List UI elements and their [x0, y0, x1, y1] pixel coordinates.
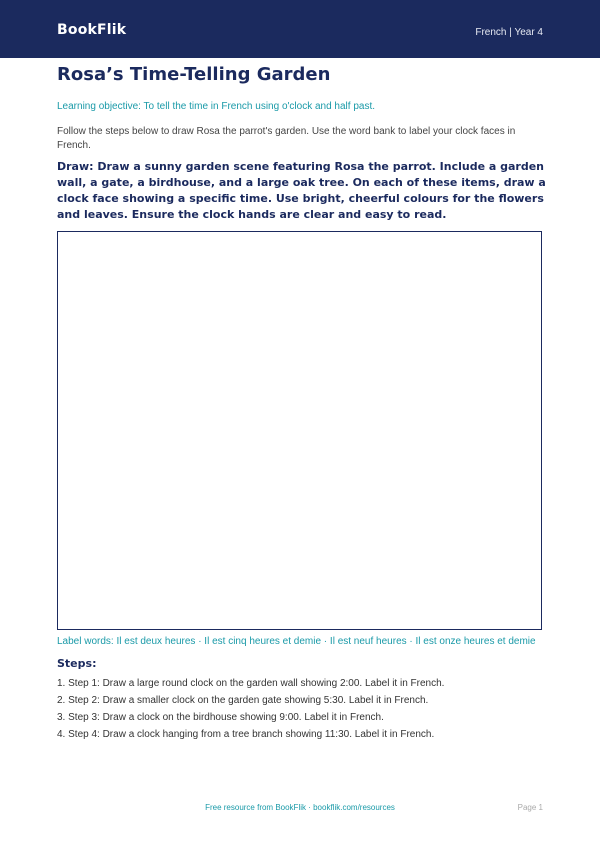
footer-link[interactable]: Free resource from BookFlik · bookflik.com/resources — [205, 803, 395, 812]
brand-logo-text: BookFlik — [57, 22, 127, 38]
worksheet-title: Rosa’s Time-Telling Garden — [57, 64, 331, 85]
learning-objective: Learning objective: To tell the time in French using o'clock and half past. — [57, 101, 376, 112]
subject-year-label: French | Year 4 — [475, 27, 543, 38]
step-item: 4. Step 4: Draw a clock hanging from a tree branch showing 11:30. Label it in French. — [57, 729, 435, 740]
page-number: Page 1 — [517, 803, 543, 812]
step-item: 3. Step 3: Draw a clock on the birdhouse showing 9:00. Label it in French. — [57, 712, 384, 723]
label-word-bank: Label words: Il est deux heures · Il est cinq heures et demie · Il est neuf heures · Il est onze heures et demie — [57, 636, 536, 647]
intro-text: Follow the steps below to draw Rosa the parrot's garden. Use the word bank to label your clock faces in French. — [57, 126, 516, 151]
step-item: 1. Step 1: Draw a large round clock on the garden wall showing 2:00. Label it in French. — [57, 678, 445, 689]
steps-heading: Steps: — [57, 657, 97, 670]
draw-instruction: Draw: Draw a sunny garden scene featuring Rosa the parrot. Include a garden wall, a gate, a birdhouse, and a large oak tree. On each of these items, draw a clock face showing a specific time. Use bright, cheerful colours for the flowers and leaves. Ensure the clock hands are clear and easy to read. — [57, 160, 546, 221]
steps-list — [57, 675, 547, 743]
step-item: 2. Step 2: Draw a smaller clock on the garden gate showing 5:30. Label it in French. — [57, 695, 429, 706]
drawing-area[interactable] — [57, 231, 542, 630]
header-bar — [0, 0, 600, 58]
